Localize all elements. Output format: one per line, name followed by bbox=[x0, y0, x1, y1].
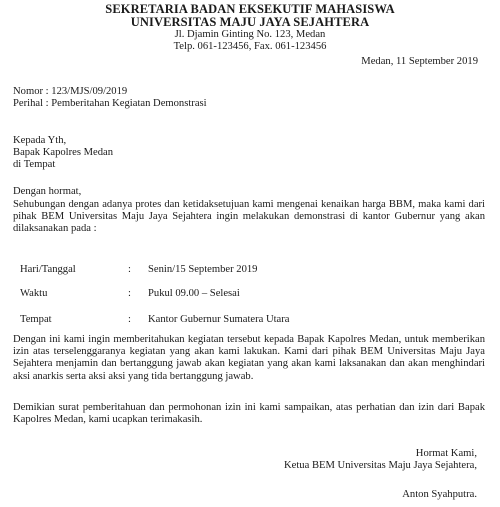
event-value-place: Kantor Gubernur Sumatera Utara bbox=[148, 314, 290, 325]
event-label-time: Waktu bbox=[20, 288, 48, 299]
letterhead-address: Jl. Djamin Ginting No. 123, Medan bbox=[174, 29, 326, 40]
reference-subject-label: Perihal bbox=[13, 98, 44, 110]
signature-closing: Hormat Kami, bbox=[415, 448, 477, 459]
event-value-date: Senin/15 September 2019 bbox=[148, 264, 258, 275]
letterhead-org-line-1: SEKRETARIA BADAN EKSEKUTIF MAHASISWA bbox=[105, 2, 395, 16]
letter-date: Medan, 11 September 2019 bbox=[361, 56, 478, 67]
letterhead bbox=[0, 3, 500, 53]
event-row-date bbox=[20, 264, 480, 277]
event-row-time bbox=[20, 288, 480, 301]
reference-subject: Perihal : Pemberitahan Kegiatan Demonstrasi bbox=[13, 98, 207, 110]
recipient-block bbox=[13, 135, 485, 172]
signature-name: Anton Syahputra. bbox=[402, 489, 477, 500]
recipient-line-3: di Tempat bbox=[13, 159, 56, 171]
event-separator-place: : bbox=[128, 314, 131, 325]
reference-number-label: Nomor bbox=[13, 86, 44, 97]
event-separator-date: : bbox=[128, 264, 131, 275]
salutation: Dengan hormat, bbox=[13, 186, 82, 197]
event-label-date: Hari/Tanggal bbox=[20, 264, 76, 275]
reference-block bbox=[13, 86, 485, 110]
body-paragraph: Dengan ini kami ingin memberitahukan kegiatan tersebut kepada Bapak Kapolres Medan, untuk memberikan izin atas terselenggaranya kegiatan yang akan kami lakukan. Kami dari pihak BEM Universitas Maju Jaya Sejahtera menjamin dan bertanggung jawab akan kegiatan yang akan kami laksanakan dan akan menghindari aksi anarkis serta aksi aksi yang tida bertanggung jawab. bbox=[13, 334, 485, 382]
letterhead-org-line-2: UNIVERSITAS MAJU JAYA SEJAHTERA bbox=[130, 15, 370, 29]
signature-title: Ketua BEM Universitas Maju Jaya Sejahtera, bbox=[284, 460, 477, 471]
recipient-line-2: Bapak Kapolres Medan bbox=[13, 147, 114, 159]
event-row-place bbox=[20, 314, 480, 327]
recipient-line-1: Kepada Yth, bbox=[13, 135, 67, 146]
reference-subject-value: Pemberitahan Kegiatan Demonstrasi bbox=[51, 98, 207, 110]
letterhead-contact: Telp. 061-123456, Fax. 061-123456 bbox=[173, 41, 327, 52]
closing-paragraph: Demikian surat pemberitahuan dan permohonan izin ini kami sampaikan, atas perhatian dan izin dari Bapak Kapolres Medan, kami ucapkan terimakasih. bbox=[13, 402, 485, 426]
event-label-place: Tempat bbox=[20, 314, 52, 325]
reference-number: Nomor : 123/MJS/09/2019 bbox=[13, 86, 128, 97]
event-value-time: Pukul 09.00 – Selesai bbox=[148, 288, 240, 299]
intro-paragraph: Sehubungan dengan adanya protes dan ketidaksetujuan kami mengenai kenaikan harga BBM, maka kami dari pihak BEM Universitas Maju Jaya Sejahtera ingin melakukan demonstrasi di kantor Gubernur yang akan dilaksanakan pada : bbox=[13, 199, 485, 235]
reference-number-value: 123/MJS/09/2019 bbox=[51, 86, 128, 97]
event-separator-time: : bbox=[128, 288, 131, 299]
